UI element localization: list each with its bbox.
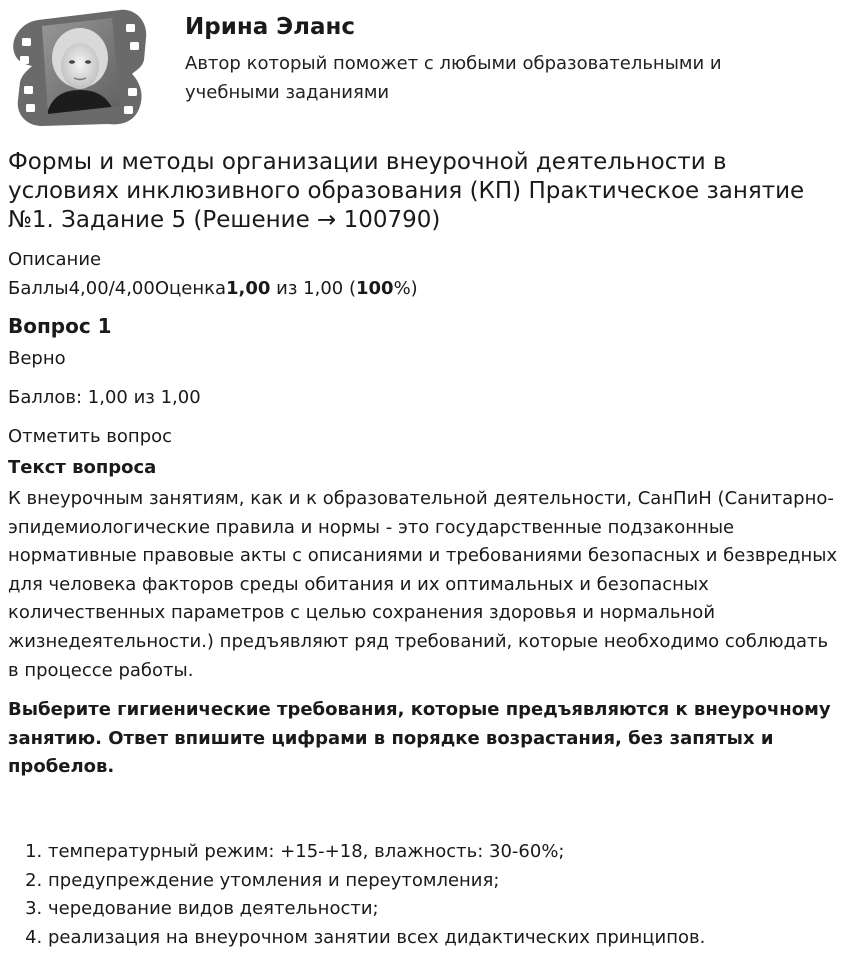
score-percent: 100	[355, 278, 394, 299]
score-value: 1,00	[226, 278, 271, 299]
question-instruction: Выберите гигиенические требования, которые предъявляются к внеурочному занятию. Ответ впишите цифрами в порядке возрастания, без запятых и пробелов.	[8, 699, 831, 778]
grade-summary	[8, 274, 840, 303]
score-label: Оценка	[154, 278, 227, 299]
author-avatar	[8, 8, 150, 128]
score-percent-tail: %)	[393, 278, 418, 299]
answer-option-4: 4. реализация на внеурочном занятии всех дидактических принципов.	[48, 924, 705, 953]
description-label: Описание	[8, 249, 102, 270]
score-of: из 1,00 (	[270, 278, 356, 299]
question-text-heading: Текст вопроса	[8, 457, 157, 478]
question-status: Верно	[8, 348, 66, 369]
main-content	[8, 148, 840, 948]
answer-option-3: 3. чередование видов деятельности;	[48, 895, 705, 924]
film-frame-avatar-icon	[8, 8, 150, 128]
answer-option-1: 1. температурный режим: +15-+18, влажность: 30-60%;	[48, 838, 705, 867]
author-header	[0, 0, 847, 140]
question-points: Баллов: 1,00 из 1,00	[8, 387, 201, 408]
answer-option-2: 2. предупреждение утомления и переутомления;	[48, 867, 705, 896]
question-body: К внеурочным занятиям, как и к образовательной деятельности, СанПиН (Санитарно-эпидемиологические правила и нормы - это государственные подзаконные нормативные правовые акты с описаниями и требованиями безопасных и безвредных для человека факторов среды обитания и их оптимальных и безопасных количественных параметров с целью сохранения здоровья и нормальной жизнедеятельности.) предъявляют ряд требований, которые необходимо соблюдать в процессе работы.	[8, 488, 838, 681]
page-title: Формы и методы организации внеурочной деятельности в условиях инклюзивного образования (КП) Практическое занятие №1. Задание 5 (Решение → 100790)	[8, 149, 805, 233]
flag-question-link[interactable]: Отметить вопрос	[8, 426, 173, 447]
author-name: Ирина Эланс	[185, 14, 356, 40]
points-value: 4,00/4,00	[68, 278, 155, 299]
points-label: Баллы	[8, 278, 69, 299]
author-description: Автор который поможет с любыми образовательными и учебными заданиями	[185, 53, 722, 103]
answer-options-list	[8, 838, 705, 952]
question-title: Вопрос 1	[8, 314, 112, 338]
